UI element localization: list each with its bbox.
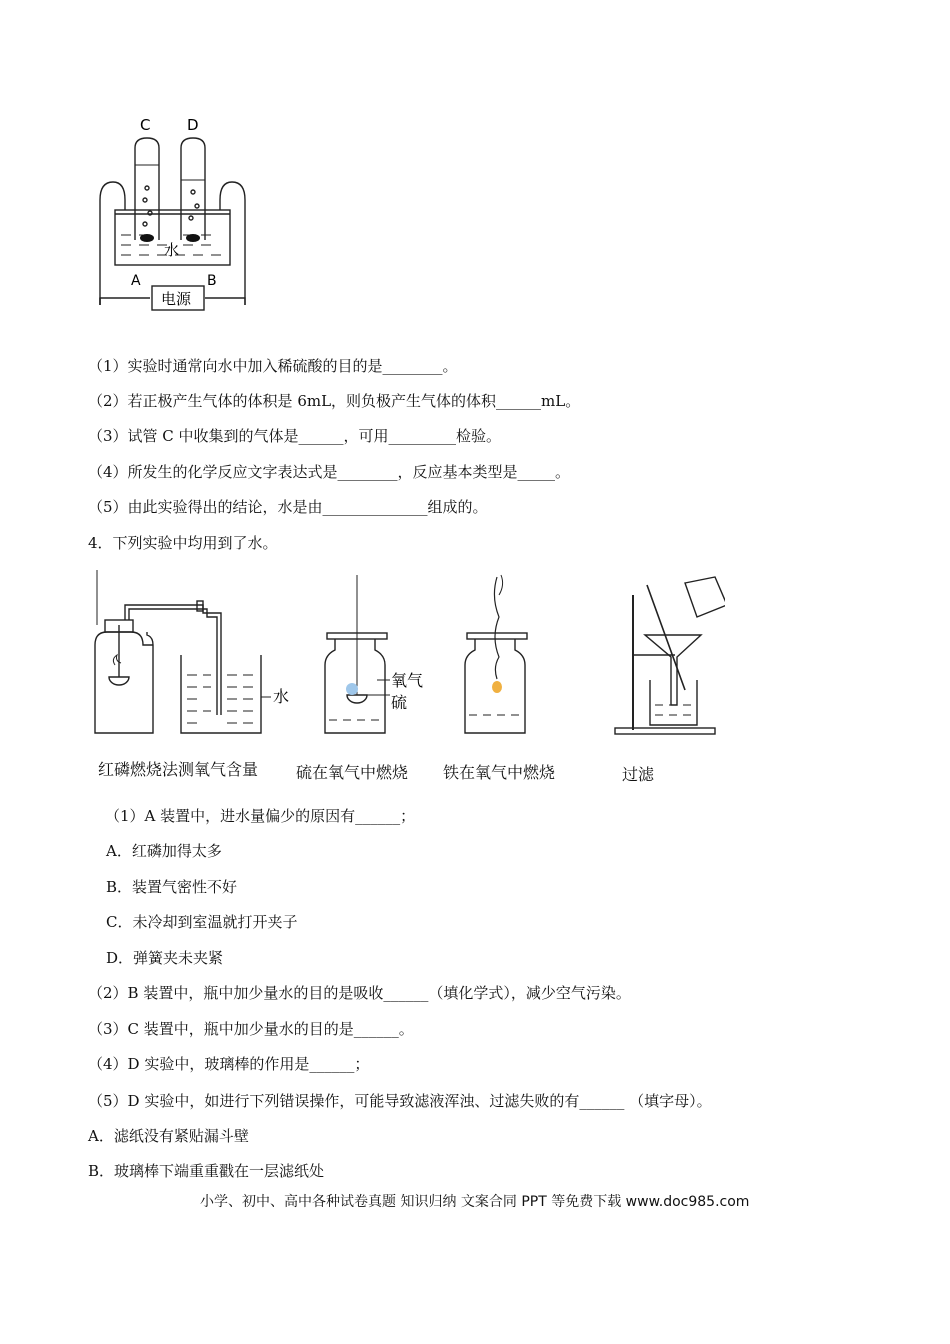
- caption-a: 红磷燃烧法测氧气含量: [98, 760, 259, 779]
- q4-option1-b: B．装置气密性不好: [106, 878, 238, 896]
- q3-item-2: （2）若正极产生气体的体积是 6mL，则负极产生气体的体积______mL。: [88, 392, 581, 410]
- label-sulfur: 硫: [391, 693, 408, 712]
- label-water-a: 水: [273, 687, 290, 706]
- q4-option1-c: C．未冷却到室温就打开夹子: [106, 913, 298, 931]
- q4-title: 4．下列实验中均用到了水。: [88, 534, 278, 552]
- q3-item-5: （5）由此实验得出的结论，水是由______________组成的。: [88, 498, 488, 516]
- electrolysis-diagram: [95, 110, 255, 315]
- label-c: C: [140, 116, 151, 134]
- label-power: 电源: [161, 290, 192, 308]
- q4-sub5: （5）D 实验中，如进行下列错误操作，可能导致滤液浑浊、过滤失败的有______ （填字母）。: [88, 1092, 712, 1110]
- label-water: 水: [164, 241, 180, 259]
- q4-sub3: （3）C 装置中，瓶中加少量水的目的是______。: [88, 1020, 414, 1038]
- caption-c: 铁在氧气中燃烧: [443, 763, 556, 782]
- caption-b: 硫在氧气中燃烧: [296, 763, 409, 782]
- q3-item-1: （1）实验时通常向水中加入稀硫酸的目的是________。: [88, 357, 458, 375]
- q4-sub2: （2）B 装置中，瓶中加少量水的目的是吸收______（填化学式），减少空气污染。: [88, 984, 631, 1002]
- q4-option5-b: B．玻璃棒下端重重戳在一层滤纸处: [88, 1162, 325, 1180]
- apparatus-diagram: [85, 565, 725, 745]
- q4-option1-a: A．红磷加得太多: [106, 842, 222, 860]
- q4-option1-d: D．弹簧夹未夹紧: [106, 949, 224, 967]
- q4-sub1: （1）A 装置中，进水量偏少的原因有______；: [105, 807, 416, 825]
- q4-sub4: （4）D 实验中，玻璃棒的作用是______；: [88, 1055, 370, 1073]
- label-b: B: [207, 273, 217, 289]
- label-a: A: [131, 273, 141, 289]
- q3-item-4: （4）所发生的化学反应文字表达式是________，反应基本类型是_____。: [88, 463, 571, 481]
- label-oxygen: 氧气: [391, 671, 424, 690]
- q4-option5-a: A．滤纸没有紧贴漏斗壁: [88, 1127, 249, 1145]
- label-d: D: [187, 116, 199, 134]
- page-footer: 小学、初中、高中各种试卷真题 知识归纳 文案合同 PPT 等免费下载 www.doc985.com: [200, 1194, 750, 1210]
- caption-d: 过滤: [622, 765, 655, 784]
- q3-item-3: （3）试管 C 中收集到的气体是______，可用_________检验。: [88, 427, 502, 445]
